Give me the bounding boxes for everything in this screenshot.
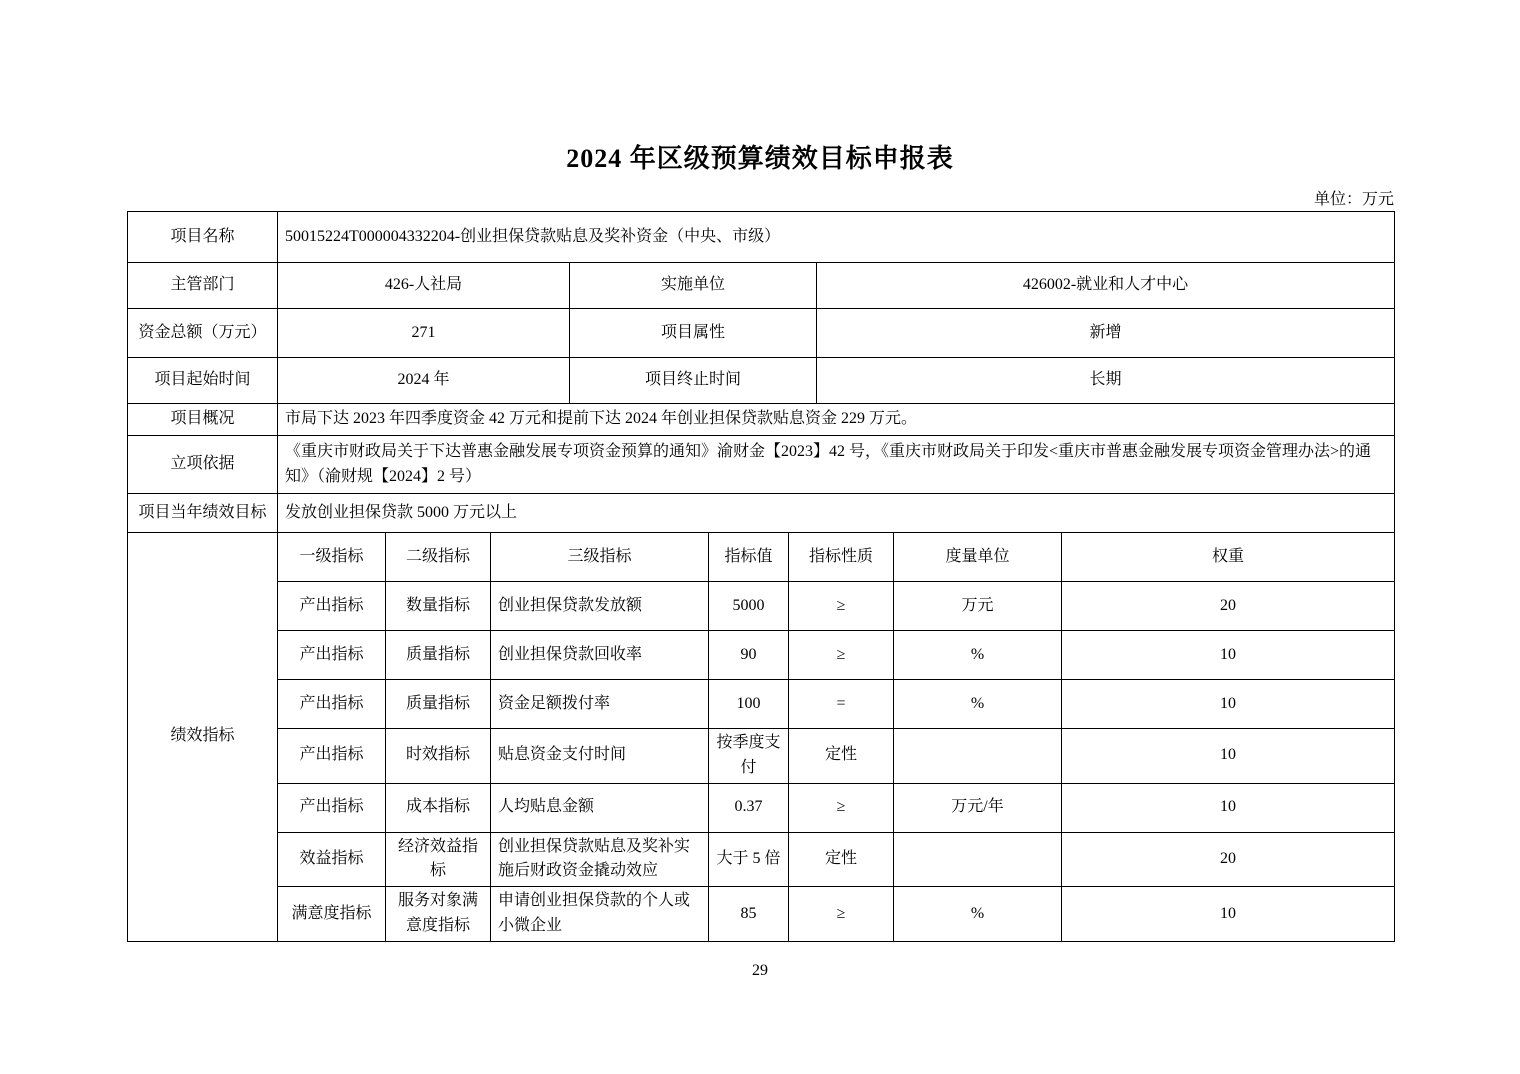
indicator-cell: 万元	[894, 582, 1062, 631]
attr-value: 新增	[817, 309, 1395, 358]
indicator-col-header: 权重	[1062, 533, 1395, 582]
dept-label: 主管部门	[128, 263, 278, 309]
indicator-cell: 创业担保贷款回收率	[491, 631, 709, 680]
indicator-col-header: 二级指标	[386, 533, 491, 582]
indicator-cell	[894, 832, 1062, 887]
indicator-cell: ≥	[789, 887, 894, 942]
attr-label: 项目属性	[570, 309, 817, 358]
project-info-table	[127, 211, 1395, 533]
impl-unit-label: 实施单位	[570, 263, 817, 309]
indicator-cell: 0.37	[709, 783, 789, 832]
end-date-label: 项目终止时间	[570, 358, 817, 404]
indicator-cell	[894, 729, 1062, 784]
indicator-cell: 贴息资金支付时间	[491, 729, 709, 784]
indicator-row	[128, 887, 1395, 942]
performance-indicators-label: 绩效指标	[128, 533, 278, 942]
annual-goal-value: 发放创业担保贷款 5000 万元以上	[278, 494, 1395, 533]
page-number: 29	[752, 962, 768, 979]
indicator-cell: 定性	[789, 729, 894, 784]
indicator-col-header: 指标值	[709, 533, 789, 582]
indicator-cell: 产出指标	[278, 729, 386, 784]
indicator-cell: 10	[1062, 887, 1395, 942]
table-row	[128, 263, 1395, 309]
indicator-cell: 经济效益指标	[386, 832, 491, 887]
table-row	[128, 436, 1395, 494]
indicator-cell: 产出指标	[278, 680, 386, 729]
indicator-col-header: 度量单位	[894, 533, 1062, 582]
document-title: 2024 年区级预算绩效目标申报表	[566, 144, 954, 173]
indicator-cell: 20	[1062, 832, 1395, 887]
overview-value: 市局下达 2023 年四季度资金 42 万元和提前下达 2024 年创业担保贷款贴息资金 229 万元。	[278, 404, 1395, 436]
indicator-cell: 效益指标	[278, 832, 386, 887]
indicator-cell: ≥	[789, 631, 894, 680]
indicator-cell: 质量指标	[386, 631, 491, 680]
indicator-row	[128, 582, 1395, 631]
indicator-col-header: 三级指标	[491, 533, 709, 582]
indicator-cell: 成本指标	[386, 783, 491, 832]
indicator-col-header: 指标性质	[789, 533, 894, 582]
indicator-row	[128, 783, 1395, 832]
indicator-row	[128, 680, 1395, 729]
indicator-cell: 时效指标	[386, 729, 491, 784]
indicator-cell: 产出指标	[278, 631, 386, 680]
indicator-cell: 10	[1062, 783, 1395, 832]
indicator-cell: 按季度支付	[709, 729, 789, 784]
indicator-cell: 资金足额拨付率	[491, 680, 709, 729]
impl-unit-value: 426002-就业和人才中心	[817, 263, 1395, 309]
table-row	[128, 212, 1395, 263]
indicator-cell: ≥	[789, 582, 894, 631]
indicator-cell: %	[894, 631, 1062, 680]
basis-label: 立项依据	[128, 436, 278, 494]
indicator-cell: 满意度指标	[278, 887, 386, 942]
annual-goal-label: 项目当年绩效目标	[128, 494, 278, 533]
indicator-cell: =	[789, 680, 894, 729]
indicator-cell: 创业担保贷款贴息及奖补实施后财政资金撬动效应	[491, 832, 709, 887]
indicators-table	[127, 532, 1395, 942]
start-date-label: 项目起始时间	[128, 358, 278, 404]
indicator-cell: 申请创业担保贷款的个人或小微企业	[491, 887, 709, 942]
table-row	[128, 404, 1395, 436]
indicator-cell: ≥	[789, 783, 894, 832]
indicator-cell: 数量指标	[386, 582, 491, 631]
indicator-cell: 创业担保贷款发放额	[491, 582, 709, 631]
indicator-cell: 100	[709, 680, 789, 729]
unit-note: 单位：万元	[1313, 191, 1394, 208]
indicator-cell: 85	[709, 887, 789, 942]
indicator-cell: 产出指标	[278, 783, 386, 832]
indicator-row	[128, 631, 1395, 680]
indicator-cell: 产出指标	[278, 582, 386, 631]
start-date-value: 2024 年	[278, 358, 570, 404]
indicator-cell: 服务对象满意度指标	[386, 887, 491, 942]
total-fund-value: 271	[278, 309, 570, 358]
table-row	[128, 358, 1395, 404]
indicator-cell: %	[894, 680, 1062, 729]
project-name-value: 50015224T000004332204-创业担保贷款贴息及奖补资金（中央、市级）	[278, 212, 1395, 263]
indicator-row	[128, 729, 1395, 784]
total-fund-label: 资金总额（万元）	[128, 309, 278, 358]
indicator-cell: 5000	[709, 582, 789, 631]
end-date-value: 长期	[817, 358, 1395, 404]
indicator-col-header: 一级指标	[278, 533, 386, 582]
indicator-table-body	[128, 533, 1395, 942]
indicator-cell: 90	[709, 631, 789, 680]
basis-value: 《重庆市财政局关于下达普惠金融发展专项资金预算的通知》渝财金【2023】42 号，《重庆市财政局关于印发<重庆市普惠金融发展专项资金管理办法>的通知》（渝财规【2024】2 号）	[278, 436, 1395, 494]
indicator-row	[128, 832, 1395, 887]
indicator-cell: 大于 5 倍	[709, 832, 789, 887]
indicator-cell: %	[894, 887, 1062, 942]
table-row	[128, 494, 1395, 533]
indicator-cell: 质量指标	[386, 680, 491, 729]
indicator-cell: 定性	[789, 832, 894, 887]
table-row	[128, 309, 1395, 358]
indicator-cell: 20	[1062, 582, 1395, 631]
declaration-table	[127, 211, 1394, 942]
overview-label: 项目概况	[128, 404, 278, 436]
project-name-label: 项目名称	[128, 212, 278, 263]
indicator-header-row	[128, 533, 1395, 582]
indicator-cell: 10	[1062, 680, 1395, 729]
indicator-cell: 10	[1062, 729, 1395, 784]
indicator-cell: 10	[1062, 631, 1395, 680]
dept-value: 426-人社局	[278, 263, 570, 309]
indicator-cell: 万元/年	[894, 783, 1062, 832]
indicator-cell: 人均贴息金额	[491, 783, 709, 832]
